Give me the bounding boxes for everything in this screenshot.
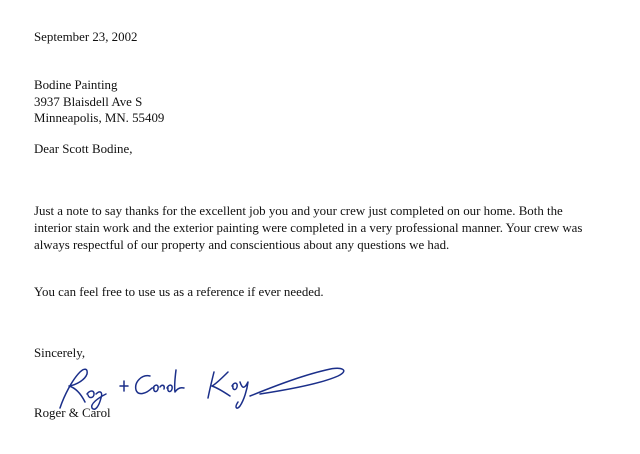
body-paragraph	[34, 203, 624, 254]
body-line: always respectful of our property and conscientious about any questions we had.	[34, 238, 450, 252]
letter-page	[34, 0, 624, 454]
recipient-address	[34, 77, 164, 127]
recipient-street: 3937 Blaisdell Ave S	[34, 94, 143, 109]
body-line: Just a note to say thanks for the excellent job you and your crew just completed on our home. Both the	[34, 204, 563, 218]
closing: Sincerely,	[34, 346, 86, 360]
recipient-city: Minneapolis, MN. 55409	[34, 111, 165, 125]
body-line: interior stain work and the exterior painting were completed in a very professional manner. Your crew was	[34, 221, 583, 235]
salutation: Dear Scott Bodine,	[34, 142, 133, 156]
recipient-company: Bodine Painting	[34, 78, 118, 92]
signer-name: Roger & Carol	[34, 406, 111, 420]
reference-paragraph: You can feel free to use us as a reference if ever needed.	[34, 285, 324, 299]
letter-date: September 23, 2002	[34, 30, 138, 44]
